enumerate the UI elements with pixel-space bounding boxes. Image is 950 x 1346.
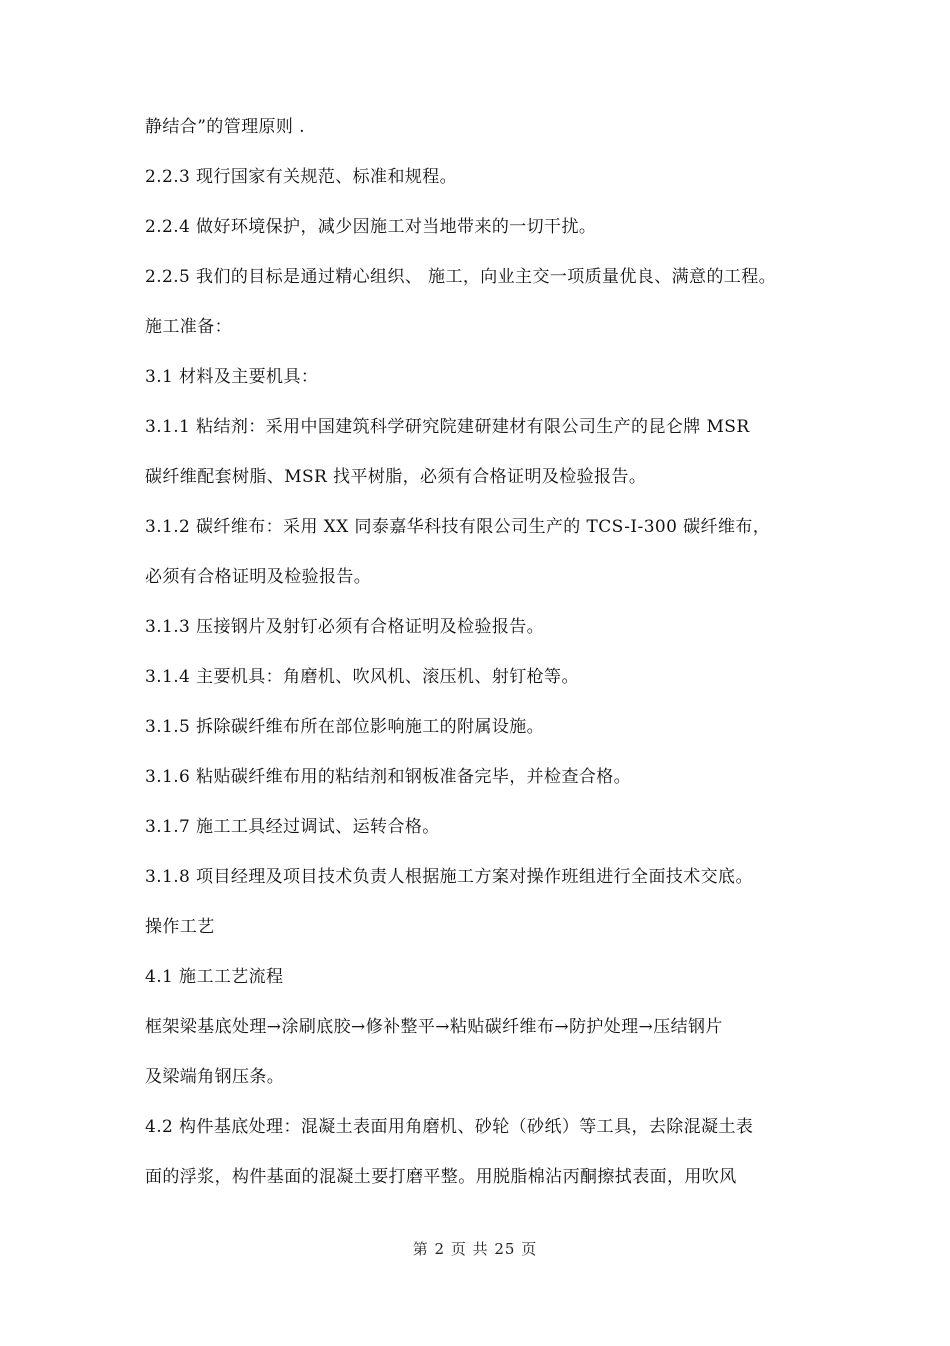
subsection-heading: 3.1 材料及主要机具： — [145, 367, 319, 387]
text-line: 碳纤维配套树脂、MSR 找平树脂，必须有合格证明及检验报告。 — [145, 467, 647, 487]
text-line: 3.1.6 粘贴碳纤维布用的粘结剂和钢板准备完毕，并检查合格。 — [145, 767, 632, 787]
text-line: 及梁端角钢压条。 — [145, 1067, 285, 1087]
text-line: 3.1.7 施工工具经过调试、运转合格。 — [145, 817, 440, 837]
text-line: 必须有合格证明及检验报告。 — [145, 567, 372, 587]
section-heading: 操作工艺 — [145, 917, 215, 937]
text-line: 3.1.5 拆除碳纤维布所在部位影响施工的附属设施。 — [145, 717, 545, 737]
section-heading: 施工准备： — [145, 317, 232, 337]
text-line: 4.2 构件基底处理：混凝土表面用角磨机、砂轮（砂纸）等工具，去除混凝土表 — [145, 1117, 754, 1137]
text-line: 3.1.4 主要机具：角磨机、吹风机、滚压机、射钉枪等。 — [145, 667, 579, 687]
document-body — [145, 110, 825, 1210]
page-number-footer: 第 2 页 共 25 页 — [412, 1240, 538, 1258]
text-line: 2.2.4 做好环境保护，减少因施工对当地带来的一切干扰。 — [145, 217, 597, 237]
text-line: 2.2.3 现行国家有关规范、标准和规程。 — [145, 167, 458, 187]
text-line: 2.2.5 我们的目标是通过精心组织、 施工，向业主交一项质量优良、满意的工程。 — [145, 267, 777, 287]
text-line: 静结合”的管理原则 . — [145, 117, 305, 137]
text-line: 3.1.1 粘结剂：采用中国建筑科学研究院建研建材有限公司生产的昆仑牌 MSR — [145, 417, 750, 437]
text-line: 面的浮浆，构件基面的混凝土要打磨平整。用脱脂棉沾丙酮擦拭表面，用吹风 — [145, 1167, 737, 1187]
text-line: 3.1.3 压接钢片及射钉必须有合格证明及检验报告。 — [145, 617, 545, 637]
text-line: 3.1.8 项目经理及项目技术负责人根据施工方案对操作班组进行全面技术交底。 — [145, 867, 753, 887]
subsection-heading: 4.1 施工工艺流程 — [145, 967, 284, 987]
text-line: 3.1.2 碳纤维布：采用 XX 同泰嘉华科技有限公司生产的 TCS-Ⅰ-300 碳纤维布， — [145, 517, 771, 537]
text-line: 框架梁基底处理→涂刷底胶→修补整平→粘贴碳纤维布→防护处理→压结钢片 — [145, 1017, 723, 1037]
